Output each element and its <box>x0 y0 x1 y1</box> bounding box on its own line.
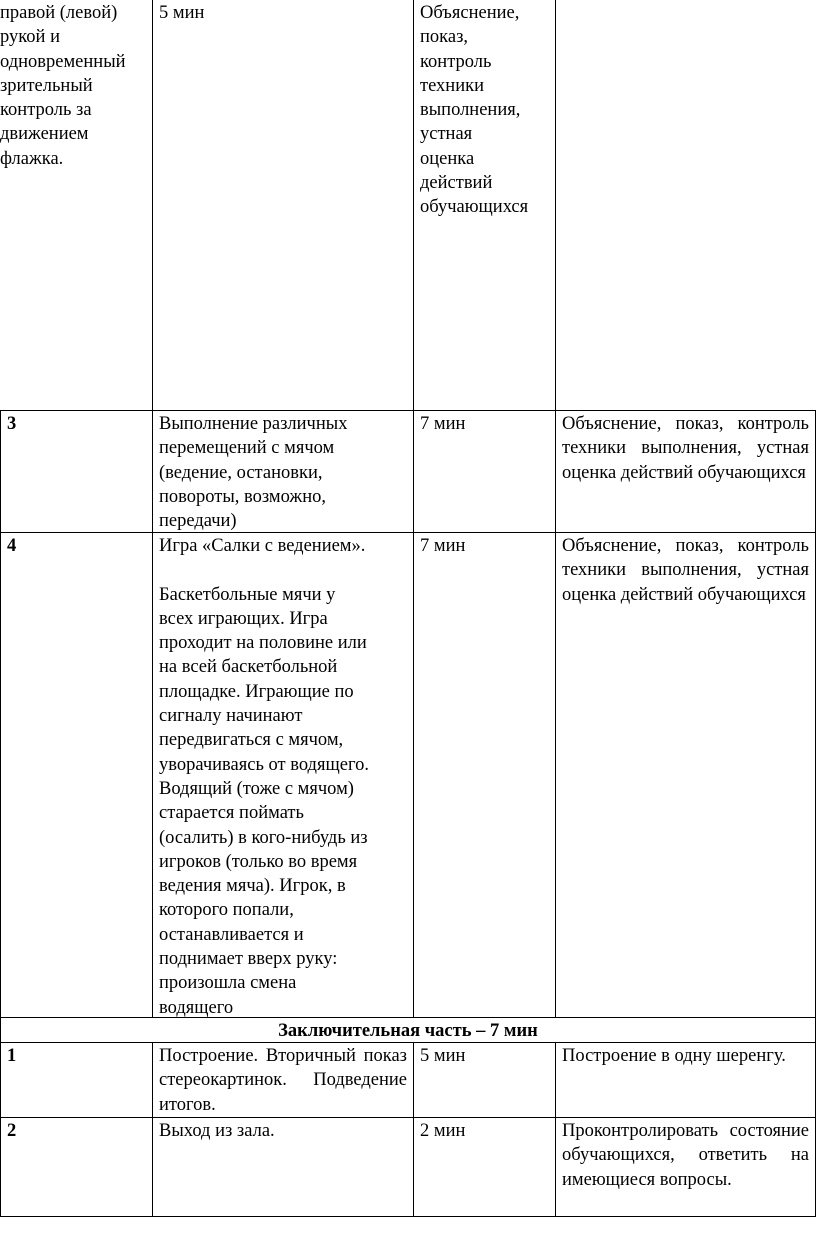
cell-row-number-4: 4 <box>0 532 153 1017</box>
cell-final-time-1: 5 мин <box>414 1042 556 1117</box>
cell-time-4: 7 мин <box>414 532 556 1017</box>
cell-content-4: Игра «Салки с ведением». Баскетбольные мячи у всех играющих. Игра проходит на половине или на всей баскетбольной площадке. Играющие по сигналу начинают передвигаться с мячом, уворачиваясь от водящего. Водящий (тоже с мячом) старается поймать (осалить) в кого-нибудь из игроков (только во время ведения мяча). Игрок, в которого попали, останавливается и поднимает вверх руку: произошла смена водящего <box>153 532 414 1017</box>
cell-method-3: Объяснение, показ, контроль техники выполнения, устная оценка действий обучающихся <box>556 410 816 532</box>
cell-content-3: Выполнение различных перемещений с мячом (ведение, остановки, повороты, возможно, передачи) <box>153 410 414 532</box>
cell-final-content-1: Построение. Вторичный показ стереокартинок. Подведение итогов. <box>153 1042 414 1117</box>
cell-final-time-2: 2 мин <box>414 1117 556 1217</box>
cell-row-number-3: 3 <box>0 410 153 532</box>
cell-time-continued: 5 мин <box>153 0 414 410</box>
cell-content-continued: правой (левой) рукой и одновременный зрительный контроль за движением флажка. <box>0 0 153 410</box>
cell-final-number-2: 2 <box>0 1117 153 1217</box>
cell-final-method-1: Построение в одну шеренгу. <box>556 1042 816 1117</box>
cell-final-method-2: Проконтролировать состояние обучающихся, ответить на имеющиеся вопросы. <box>556 1117 816 1217</box>
cell-final-number-1: 1 <box>0 1042 153 1117</box>
cell-final-content-2: Выход из зала. <box>153 1117 414 1217</box>
cell-method-4: Объяснение, показ, контроль техники выполнения, устная оценка действий обучающихся <box>556 532 816 1017</box>
cell-method-continued: Объяснение, показ, контроль техники выполнения, устная оценка действий обучающихся <box>414 0 556 410</box>
cell-time-3: 7 мин <box>414 410 556 532</box>
section-heading-final: Заключительная часть – 7 мин <box>0 1017 816 1042</box>
